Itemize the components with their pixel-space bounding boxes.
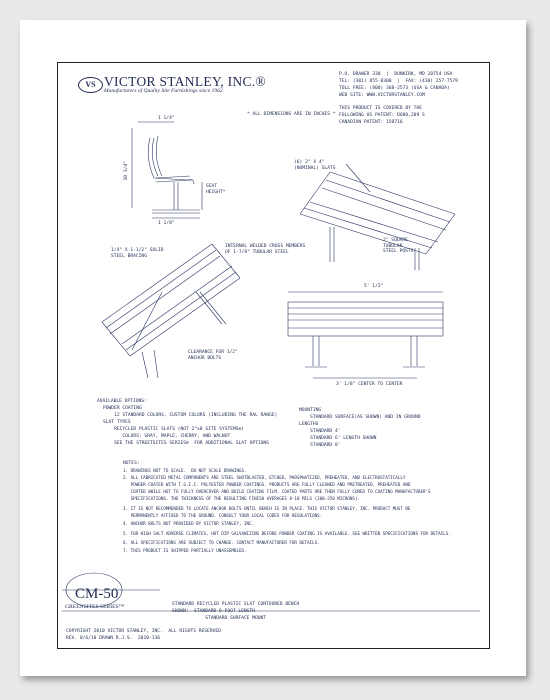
option-line: 12 STANDARD COLORS, CUSTOM COLORS (INCLUDING THE RAL RANGE) xyxy=(103,413,278,418)
notes-heading: NOTES: xyxy=(123,461,140,466)
patent-line: FOLLOWING US PATENT: D680,209 S xyxy=(339,113,425,118)
front-center-dimension: 3' 1/8" CENTER TO CENTER xyxy=(336,382,403,387)
mounting-line: LENGTHS xyxy=(299,422,319,427)
copyright-line: COPYRIGHT 2010 VICTOR STANLEY, INC. ALL RIGHTS RESERVED xyxy=(66,629,221,634)
contact-line: WEB SITE: WWW.VICTORSTANLEY.COM xyxy=(339,93,425,98)
note-line: 6. ALL SPECIFICATIONS ARE SUBJECT TO CHANGE. CONTACT MANUFACTURER FOR DETAILS. xyxy=(123,540,320,545)
cross-members-callout: INTERNAL WELDED CROSS MEMBERS OF 1-7/8" TUBULAR STEEL xyxy=(225,244,306,255)
clearance-callout: CLEARANCE FOR 1/2" ANCHOR BOLTS xyxy=(188,350,238,361)
patent-line: CANADIAN PATENT: 150716 xyxy=(339,120,403,125)
company-name: VICTOR STANLEY, INC.® xyxy=(104,74,266,89)
contact-line: P.O. DRAWER 330 | DUNKIRK, MD 20754 USA xyxy=(339,72,453,77)
series-name: GREENSITES SERIES™ xyxy=(65,604,125,610)
options-heading: AVAILABLE OPTIONS: xyxy=(97,399,147,404)
note-line: PERMANENTLY AFFIXED TO THE GROUND. CONSULT YOUR LOCAL CODES FOR REGULATIONS. xyxy=(123,513,323,518)
slats-callout: (6) 2" X 4" (NOMINAL) SLATS xyxy=(294,160,336,171)
mounting-line: STANDARD 8' xyxy=(299,443,341,448)
description-line: STANDARD SURFACE MOUNT xyxy=(172,616,267,621)
option-line: COLORS: GRAY, MAPLE, CHERRY, AND WALNUT xyxy=(103,434,231,439)
dimensions-note: * ALL DIMENSIONS ARE IN INCHES * xyxy=(247,112,336,117)
square-posts-callout: 2" SQUARE TUBULAR STEEL POSTS xyxy=(383,238,414,255)
note-line: POWDER-COATED WITH T.G.I.C. POLYESTER POWDER COATINGS. PRODUCTS ARE FULLY CLEANED AND PRETREATED, PREHEATED AND xyxy=(123,482,411,487)
note-line: 7. THIS PRODUCT IS SHIPPED PARTIALLY UNASSEMBLED. xyxy=(123,548,247,553)
side-bottom-dimension: 1 1/8" xyxy=(158,221,175,226)
contact-line: TOLL FREE: (800) 368-2573 (USA & CANADA) xyxy=(339,86,450,91)
note-line: COATED WHILE HOT TO FULLY OVERCOVER AND BUILD COATING FILM. COATED PARTS ARE THEN FULLY CURED TO COATING MANUFACTURER'S xyxy=(123,489,431,494)
description-line: SHOWN: STANDARD 6-FOOT LENGTH xyxy=(172,609,255,614)
company-tagline: Manufacturers of Quality Site Furnishings since 1962. xyxy=(104,88,225,94)
side-height-dimension: 30 3/4" xyxy=(123,161,129,181)
option-line: SEE THE STREETSITES SERIES® FOR ADDITIONAL SLAT OPTIONS xyxy=(103,441,269,446)
model-number: CM-50 xyxy=(75,586,119,602)
option-line: RECYCLED PLASTIC SLATS (NOT 2"x8 SITE SYSTEMS®) xyxy=(103,427,245,432)
patent-line: THIS PRODUCT IS COVERED BY THE xyxy=(339,106,422,111)
mounting-line: STANDARD 6' LENGTH SHOWN xyxy=(299,436,377,441)
option-line: POWDER COATING xyxy=(103,406,142,411)
note-line: 5. FOR HIGH SALT ADVERSE CLIMATES, HOT DIP GALVANIZING BEFORE POWDER COATING IS AVAILABLE. SEE WRITTEN SPECIFICATIONS FOR DETAILS. xyxy=(123,531,451,536)
note-line: 2. ALL FABRICATED METAL COMPONENTS ARE STEEL SHOTBLASTED, ETCHED, PHOSPHATIZED, PREHEATED, AND ELECTROSTATICALLY xyxy=(123,475,406,480)
note-line: SPECIFICATIONS. THE THICKNESS OF THE RESULTING FINISH AVERAGES 8-10 MILS (200-250 MICRONS). xyxy=(123,496,360,501)
contact-line: TEL: (301) 855-8300 | FAX: (410) 257-7579 xyxy=(339,79,458,84)
side-top-dimension: 1 1/4" xyxy=(158,116,175,121)
description-line: STANDARD RECYCLED PLASTIC SLAT CONTOURED BENCH xyxy=(172,602,300,607)
note-line: 3. IT IS NOT RECOMMENDED TO LOCATE ANCHOR BOLTS UNTIL BENCH IS IN PLACE. THIS VICTOR STANLEY, INC. PRODUCT MUST BE xyxy=(123,506,411,511)
note-line: 1. DRAWINGS NOT TO SCALE. DO NOT SCALE DRAWINGS. xyxy=(123,468,247,473)
seat-height-callout: SEAT HEIGHT* xyxy=(206,184,226,195)
mounting-line: STANDARD 4' xyxy=(299,429,341,434)
company-logo: VS xyxy=(78,77,103,93)
option-line: SLAT TYPES xyxy=(103,420,131,425)
front-length-dimension: 5' 1/2" xyxy=(364,284,384,289)
mounting-heading: MOUNTING xyxy=(299,408,322,413)
front-view-drawing xyxy=(283,288,453,383)
bracing-callout: 1/4" X 1-1/2" SOLID STEEL BRACING xyxy=(111,248,164,259)
revision-line: REV. 8/6/10 DRAWN R.J.S. 2010-136 xyxy=(66,636,161,641)
side-view-drawing xyxy=(128,118,218,228)
note-line: 4. ANCHOR BOLTS NOT PROVIDED BY VICTOR STANLEY, INC. xyxy=(123,521,255,526)
mounting-line: STANDARD SURFACE(AS SHOWN) AND IN GROUND xyxy=(299,415,421,420)
